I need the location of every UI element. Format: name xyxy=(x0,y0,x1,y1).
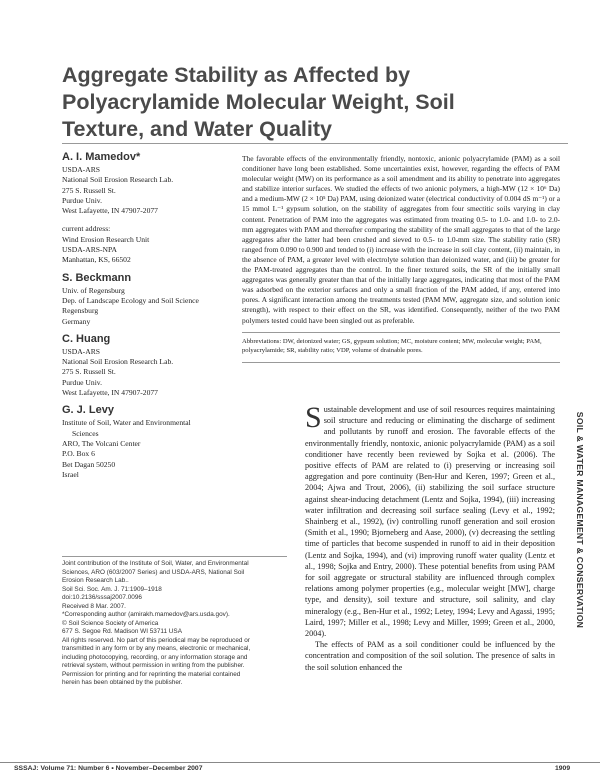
abstract: The favorable effects of the environmentally friendly, nontoxic, anionic polyacrylamide (PAM) as a soil conditioner have long been established. Some uncertainties exist, however, regarding the effects of PAM molecular weight (MW) on its performance as a soil amendment and its ability to penetrate into aggregates and stabilize interior surfaces. We studied the effects of two anionic polymers, a high-MW (12 × 10⁶ Da) and a medium-MW (2 × 10⁵ Da) PAM, using deionized water (electrical conductivity of 0.004 dS m⁻¹) or a 15 mmol L⁻¹ gypsum solution, on the stability of aggregates from four smectitic soils varying in clay content. Penetration of PAM into the aggregates was estimated from treating 0.5- to 1.0- and 1.0- to 2.0-mm aggregates with PAM and thereafter comparing the stability of the small aggregates to that of the large aggregates after the latter had been crushed and sieved to 0.5- to 1.0-mm size. The stability ratio (SR) ranged from 0.090 to 0.900 and tended to (i) increase with the increase in soil clay content, (ii) maintain, in the absence of PAM, a greater level with electrolyte solution than deionized water, and (iii) be greater for the PAM-treated aggregates than the control. In the finer textured soils, the SR of the initially small aggregates was generally greater than that of the initially large aggregates, indicating that most of the PAM was adsorbed on the exterior surfaces and only a small fraction of the PAM added, if any, entered into pores. A significant interaction among the treatments tested (PAM MW, aggregate size, and solution ionic strength), with respect to their effect on the SR, was identified. Consequently, neither of the two PAM polymers tested could have been singled out as preferable. xyxy=(242,154,560,325)
journal-citation: SSSAJ: Volume 71: Number 6 • November–December 2007 xyxy=(14,765,203,772)
footnote-line: retrieval system, without permission in writing from the publisher. xyxy=(62,662,245,669)
footnote-line: doi:10.2136/sssaj2007.0096 xyxy=(62,594,142,601)
author-affiliations xyxy=(62,150,232,485)
title-rule xyxy=(62,143,568,144)
affiliation-line: Bet Dagan 50250 xyxy=(62,459,116,469)
body-paragraph-2: The effects of PAM as a soil conditioner could be influenced by the concentration and composition of the soil solution. The presence of salts in the soil solution enhanced the xyxy=(305,640,555,672)
affiliation-line: 275 S. Russell St. xyxy=(62,185,116,195)
affiliation-line: West Lafayette, IN 47907-2077 xyxy=(62,206,158,216)
affiliation-line: Purdue Univ. xyxy=(62,377,103,387)
affiliation-line: ARO, The Volcani Center xyxy=(62,438,141,448)
article-title: Aggregate Stability as Affected by Polyacrylamide Molecular Weight, Soil Texture, and Water Quality xyxy=(62,63,455,141)
affiliation-line: Germany xyxy=(62,316,91,326)
page-number: 1909 xyxy=(555,765,571,772)
footnote-line: Sciences, ARO (603/2007 Series) and USDA-ARS, National Soil xyxy=(62,568,245,576)
footnote xyxy=(62,560,287,688)
affiliation-line: USDA-ARS xyxy=(62,346,100,356)
footnote-line: *Corresponding author (amirakh.mamedov@ars.usda.gov). xyxy=(62,611,230,618)
body-column xyxy=(305,401,555,673)
body-paragraph-1: ustainable development and use of soil resources requires maintaining soil structure and reducing or eliminating the discharge of sediment and pollutants by runoff and erosion. The favorable effects of the environmentally friendly, nontoxic, anionic polyacrylamide (PAM) as a soil conditioner have recently been reviewed by Sojka et al. (2006). The positive effects of PAM are related to (i) preserving or increasing soil aggregation and pore continuity (Ben-Hur and Keren, 1997; Green et al., 2004; Ajwa and Trout, 2006), (ii) stabilizing the soil surface structure against shear-inducing detachment (Lentz and Sojka, 1994), (iii) increasing water infiltration and decreasing soil surface sealing (Levy et al., 1992; Shainberg et al., 1992), (iv) controlling runoff generation and soil erosion (Smith et al., 1990; Bjorneberg and Aase, 2000), (v) decreasing the settling time of particles that become suspended in runoff to aid in their deposition (Lentz and Sojka, 1994), and (vi) improving runoff water quality (Lentz et al., 1998; Sojka and Entry, 2000). These potential benefits from using PAM for soil aggregate or structural stability are influenced through complex relations among polymer properties (e.g., molecular weight [MW], charge type, and density), soil texture and structure, soil salinity, and clay mineralogy (e.g., Ben-Hur et al., 1992; Letey, 1994; Levy and Agassi, 1995; Laird, 1997; Miller et al., 1998; Levy and Miller, 1999; Green et al., 2000, 2004). xyxy=(305,405,555,639)
affiliation-line: National Soil Erosion Research Lab. xyxy=(62,175,174,185)
affiliation-line: 275 S. Russell St. xyxy=(62,367,116,377)
affiliation-line: Institute of Soil, Water and Environmental xyxy=(62,418,191,428)
footnote-line: Erosion Research Lab.. xyxy=(62,577,129,584)
footnote-line: Soil Sci. Soc. Am. J. 71:1909–1918 xyxy=(62,585,162,593)
abbreviations-rule xyxy=(242,362,560,363)
footer-rule xyxy=(0,762,600,763)
footnote-line: including photocopying, recording, or any information storage and xyxy=(62,653,248,661)
affiliation-line: Manhattan, KS, 66502 xyxy=(62,255,131,265)
affiliation-line: Wind Erosion Research Unit xyxy=(62,234,150,244)
author-block xyxy=(62,403,232,480)
affiliation-line: Univ. of Regensburg xyxy=(62,285,125,295)
sidebar-label: SOIL & WATER MANAGEMENT & CONSERVATION xyxy=(575,411,585,629)
affiliation-line: USDA-ARS xyxy=(62,165,100,174)
affiliation-line: Regensburg xyxy=(62,306,99,316)
abstract-rule xyxy=(242,332,560,333)
footnote-line: Received 8 Mar. 2007. xyxy=(62,602,126,610)
footnote-line: transmitted in any form or by any means, electronic or mechanical, xyxy=(62,645,251,652)
affiliation-line: Purdue Univ. xyxy=(62,195,103,205)
affiliation-line: P.O. Box 6 xyxy=(62,449,95,459)
author-name: C. Huang xyxy=(62,332,111,345)
footnote-line: herein has been obtained by the publisher. xyxy=(62,679,183,686)
affiliation-line: Israel xyxy=(62,469,79,479)
footnote-line: Permission for printing and for reprinting the material contained xyxy=(62,670,241,678)
footnote-line: 677 S. Segoe Rd. Madison WI 53711 USA xyxy=(62,628,182,635)
spacer xyxy=(62,216,232,224)
footnote-line: © Soil Science Society of America xyxy=(62,619,159,627)
abbreviations: Abbreviations: DW, deionized water; GS, gypsum solution; MC, moisture content; MW, molecular weight; PAM, polyacrylamide; SR, stability ratio; VDP, volume of drainable pores. xyxy=(242,338,542,354)
author-block xyxy=(62,271,232,327)
affiliation-line: USDA-ARS-NPA xyxy=(62,245,117,255)
author-name: S. Beckmann xyxy=(62,271,132,284)
author-block xyxy=(62,150,232,266)
footnote-rule xyxy=(62,556,287,557)
author-name: G. J. Levy xyxy=(62,404,114,417)
footnote-line: All rights reserved. No part of this periodical may be reproduced or xyxy=(62,636,250,644)
author-name: A. I. Mamedov* xyxy=(62,151,141,163)
affiliation-line: Dep. of Landscape Ecology and Soil Science xyxy=(62,295,199,305)
footnote-line: Joint contribution of the Institute of Soil, Water, and Environmental xyxy=(62,560,249,567)
author-block xyxy=(62,332,232,398)
affiliation-line: National Soil Erosion Research Lab. xyxy=(62,357,174,367)
affiliation-line: current address: xyxy=(62,224,111,234)
drop-cap: S xyxy=(305,401,322,434)
affiliation-line: West Lafayette, IN 47907-2077 xyxy=(62,388,158,398)
section-sidebar xyxy=(573,310,587,730)
affiliation-line: Sciences xyxy=(72,428,99,438)
